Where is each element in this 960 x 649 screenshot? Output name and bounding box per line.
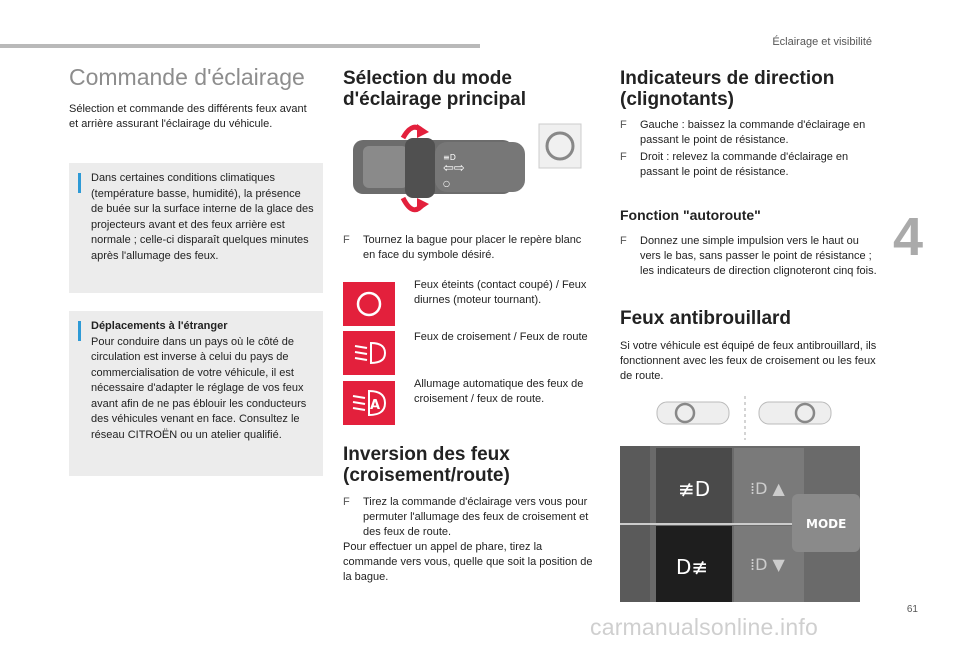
steering-wheels-illustration — [655, 396, 835, 440]
lighting-stalk-illustration — [343, 118, 583, 224]
section-title-indicators: Indicateurs de direction (clignotants) — [620, 68, 835, 110]
info-note — [69, 163, 323, 293]
section-title-fog: Feux antibrouillard — [620, 308, 792, 329]
mode-auto-text: Allumage automatique des feux de croisement / feux de route. — [414, 378, 584, 405]
mode-off-icon — [343, 282, 395, 326]
mode-off-text: Feux éteints (contact coupé) / Feux diurnes (moteur tournant). — [414, 279, 587, 306]
bullet-icon: F — [620, 119, 627, 131]
svg-text:○: ○ — [443, 179, 450, 188]
top-rule — [0, 44, 480, 48]
info-note-travel — [69, 311, 323, 476]
indicator-list — [620, 118, 880, 182]
intro-text: Sélection et commande des différents feux avant et arrière assurant l'éclairage du véhicule. — [69, 103, 307, 130]
svg-text:A: A — [370, 398, 381, 413]
auto-lighting-icon — [343, 381, 395, 425]
svg-text:≡D: ≡D — [443, 153, 456, 162]
page-number: 61 — [906, 604, 918, 615]
svg-text:D≢: D≢ — [676, 555, 709, 579]
fog-text: Si votre véhicule est équipé de feux antibrouillard, ils fonctionnent avec les feux de croisement ou les feux de route. — [620, 340, 877, 382]
fog-light-control-illustration — [620, 446, 860, 602]
section-title-inversion: Inversion des feux (croisement/route) — [343, 444, 510, 486]
section-title-autoroute: Fonction "autoroute" — [620, 207, 761, 223]
section-title-mode: Sélection du mode d'éclairage principal — [343, 68, 526, 110]
inversion-bullet-text: Tirez la commande d'éclairage vers vous pour permuter l'allumage des feux de croisement et des feux de route. — [363, 496, 589, 538]
page-title: Commande d'éclairage — [69, 64, 305, 90]
bullet-icon: F — [620, 235, 627, 247]
instruction-bullet — [343, 233, 593, 263]
autoroute-bullet — [620, 234, 880, 279]
svg-text:⇦⇨: ⇦⇨ — [443, 161, 465, 176]
svg-text:≢D: ≢D — [678, 477, 711, 501]
mode-headlamp-text: Feux de croisement / Feux de route — [414, 331, 588, 343]
svg-text:⁞D ▲: ⁞D ▲ — [750, 479, 785, 498]
bullet-icon: F — [620, 151, 627, 163]
info-note-text: Pour conduire dans un pays où le côté de circulation est inverse à celui du pays de commercialisation de votre véhicule, il est nécessaire d'adapter le réglage de vos feux avant afin de ne pas éblouir les conducteurs des véhicules venant en face. Consultez le réseau CITROËN ou un atelier qualifié. — [91, 335, 307, 441]
inversion-text: Pour effectuer un appel de phare, tirez la commande vers vous, quelle que soit la position de la bague. — [343, 541, 593, 583]
headlamp-icon — [343, 331, 395, 375]
bullet-icon: F — [343, 234, 350, 246]
autoroute-text: Donnez une simple impulsion vers le haut ou vers le bas, sans passer le point de résistance ; les indicateurs de direction clignoteront cinq fois. — [640, 235, 877, 277]
instruction-text: Tournez la bague pour placer le repère blanc en face du symbole désiré. — [363, 234, 582, 261]
svg-text:⁞D ▼: ⁞D ▼ — [750, 555, 785, 574]
info-note-title: Déplacements à l'étranger — [91, 320, 228, 332]
chapter-number: 4 — [893, 207, 924, 267]
info-note-text: Dans certaines conditions climatiques (température basse, humidité), la présence de buée sur la surface interne de la glace des projecteurs avant et des feux arrière est normale ; celle-ci disparaît quelques minutes après l'allumage des feux. — [91, 172, 314, 262]
indicator-left-text: Gauche : baissez la commande d'éclairage en passant le point de résistance. — [640, 119, 866, 146]
inversion-block — [343, 495, 593, 585]
section-header: Éclairage et visibilité — [772, 36, 872, 48]
bullet-icon: F — [343, 496, 350, 508]
watermark: carmanualsonline.info — [590, 614, 818, 640]
info-bar-icon — [78, 173, 81, 193]
mode-label: MODE — [806, 517, 847, 531]
info-bar-icon — [78, 321, 81, 341]
indicator-right-text: Droit : relevez la commande d'éclairage en passant le point de résistance. — [640, 151, 849, 178]
